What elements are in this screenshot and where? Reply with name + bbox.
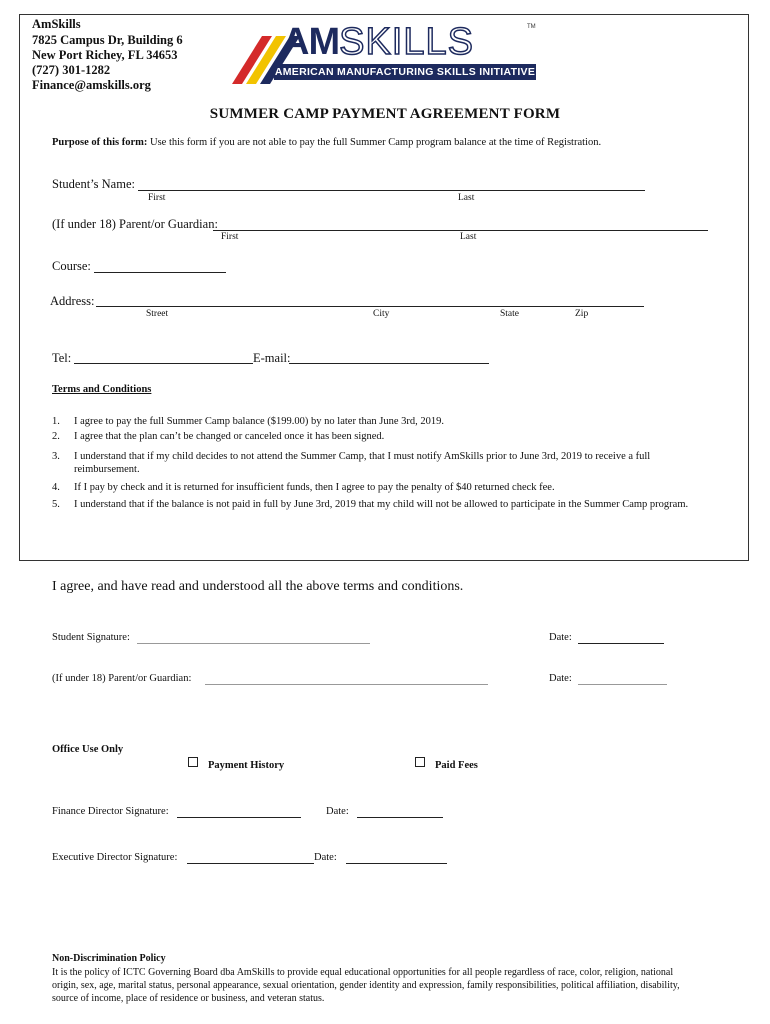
zip-caption: Zip <box>575 309 589 319</box>
term-text-continued: reimbursement. <box>74 464 140 475</box>
email-label: E-mail: <box>253 351 291 365</box>
term-number: 4. <box>52 482 60 493</box>
org-phone: (727) 301-1282 <box>32 63 111 77</box>
org-name: AmSkills <box>32 17 81 31</box>
policy-line: It is the policy of ICTC Governing Board dba AmSkills to provide equal educational opportunities for all people regardless of race, color, religion, national <box>52 967 674 978</box>
purpose-line <box>52 137 601 148</box>
student-name-field[interactable] <box>138 190 645 191</box>
form-border <box>19 14 749 561</box>
term-item <box>52 430 752 444</box>
student-date-label: Date: <box>549 632 572 643</box>
student-date-field[interactable] <box>578 643 664 644</box>
office-use-heading: Office Use Only <box>52 744 124 755</box>
term-number: 5. <box>52 499 60 510</box>
amskills-logo <box>230 22 540 86</box>
student-signature-label: Student Signature: <box>52 632 130 643</box>
org-address-line1: 7825 Campus Dr, Building 6 <box>32 33 183 47</box>
policy-heading: Non-Discrimination Policy <box>52 953 166 964</box>
state-caption: State <box>500 309 519 319</box>
guardian-date-field[interactable] <box>578 684 667 685</box>
guardian-signature-label: (If under 18) Parent/or Guardian: <box>52 673 192 684</box>
form-border-bottom <box>19 560 749 561</box>
payment-history-label: Payment History <box>208 760 285 771</box>
finance-director-label: Finance Director Signature: <box>52 806 169 817</box>
purpose-label: Purpose of this form: <box>52 137 148 148</box>
purpose-text: Use this form if you are not able to pay the full Summer Camp program balance at the time of Registration. <box>150 137 602 148</box>
executive-director-signature-field[interactable] <box>187 863 314 864</box>
tel-field[interactable] <box>74 363 253 364</box>
terms-heading: Terms and Conditions <box>52 384 152 395</box>
term-number: 3. <box>52 451 60 462</box>
org-address-line2: New Port Richey, FL 34653 <box>32 48 178 62</box>
guardian-signature-field[interactable] <box>205 684 488 685</box>
org-email: Finance@amskills.org <box>32 78 151 92</box>
student-last-caption: Last <box>458 193 475 203</box>
guardian-last-caption: Last <box>460 232 477 242</box>
payment-history-checkbox[interactable] <box>188 757 198 767</box>
term-text: If I pay by check and it is returned for insufficient funds, then I agree to pay the penalty of $40 returned check fee. <box>74 482 555 493</box>
term-number: 2. <box>52 431 60 442</box>
executive-director-label: Executive Director Signature: <box>52 852 178 863</box>
term-item <box>52 450 752 478</box>
address-field[interactable] <box>96 306 644 307</box>
course-field[interactable] <box>94 272 226 273</box>
term-number: 1. <box>52 416 60 427</box>
email-field[interactable] <box>289 363 489 364</box>
term-item <box>52 498 752 512</box>
guardian-date-label: Date: <box>549 673 572 684</box>
executive-date-label: Date: <box>314 852 337 863</box>
student-name-label: Student’s Name: <box>52 177 135 191</box>
page-title: SUMMER CAMP PAYMENT AGREEMENT FORM <box>209 106 561 122</box>
guardian-label: (If under 18) Parent/or Guardian: <box>52 217 218 231</box>
logo-tm: TM <box>527 24 536 30</box>
term-text: I understand that if the balance is not paid in full by June 3rd, 2019 that my child will not be allowed to participate in the Summer Camp program. <box>74 499 689 510</box>
term-text: I agree that the plan can’t be changed or canceled once it has been signed. <box>74 431 385 442</box>
policy-line: origin, sex, age, marital status, personal appearance, sexual orientation, gender identity and expression, family responsibilities, political affiliation, disability, <box>52 980 680 991</box>
paid-fees-label: Paid Fees <box>435 760 478 771</box>
student-first-caption: First <box>148 193 166 203</box>
course-label: Course: <box>52 259 91 273</box>
tel-label: Tel: <box>52 351 72 365</box>
city-caption: City <box>373 309 390 319</box>
logo-wordmark <box>282 20 474 64</box>
address-label: Address: <box>50 294 95 308</box>
finance-date-label: Date: <box>326 806 349 817</box>
term-item <box>52 481 752 495</box>
student-signature-field[interactable] <box>137 643 370 644</box>
term-text: I understand that if my child decides to not attend the Summer Camp, that I must notify AmSkills prior to June 3rd, 2019 to receive a full <box>74 451 651 462</box>
agreement-statement: I agree, and have read and understood all the above terms and conditions. <box>52 579 464 594</box>
logo-tagline: AMERICAN MANUFACTURING SKILLS INITIATIVE <box>274 66 536 78</box>
guardian-name-field[interactable] <box>213 230 708 231</box>
finance-director-signature-field[interactable] <box>177 817 301 818</box>
executive-date-field[interactable] <box>346 863 447 864</box>
street-caption: Street <box>146 309 169 319</box>
finance-date-field[interactable] <box>357 817 443 818</box>
paid-fees-checkbox[interactable] <box>415 757 425 767</box>
guardian-first-caption: First <box>221 232 239 242</box>
policy-line: source of income, place of residence or business, and veteran status. <box>52 993 325 1004</box>
logo-am: AM <box>282 21 340 63</box>
logo-skills: SKILLS <box>339 21 474 63</box>
term-item <box>52 415 752 429</box>
term-text: I agree to pay the full Summer Camp balance ($199.00) by no later than June 3rd, 2019. <box>74 416 445 427</box>
